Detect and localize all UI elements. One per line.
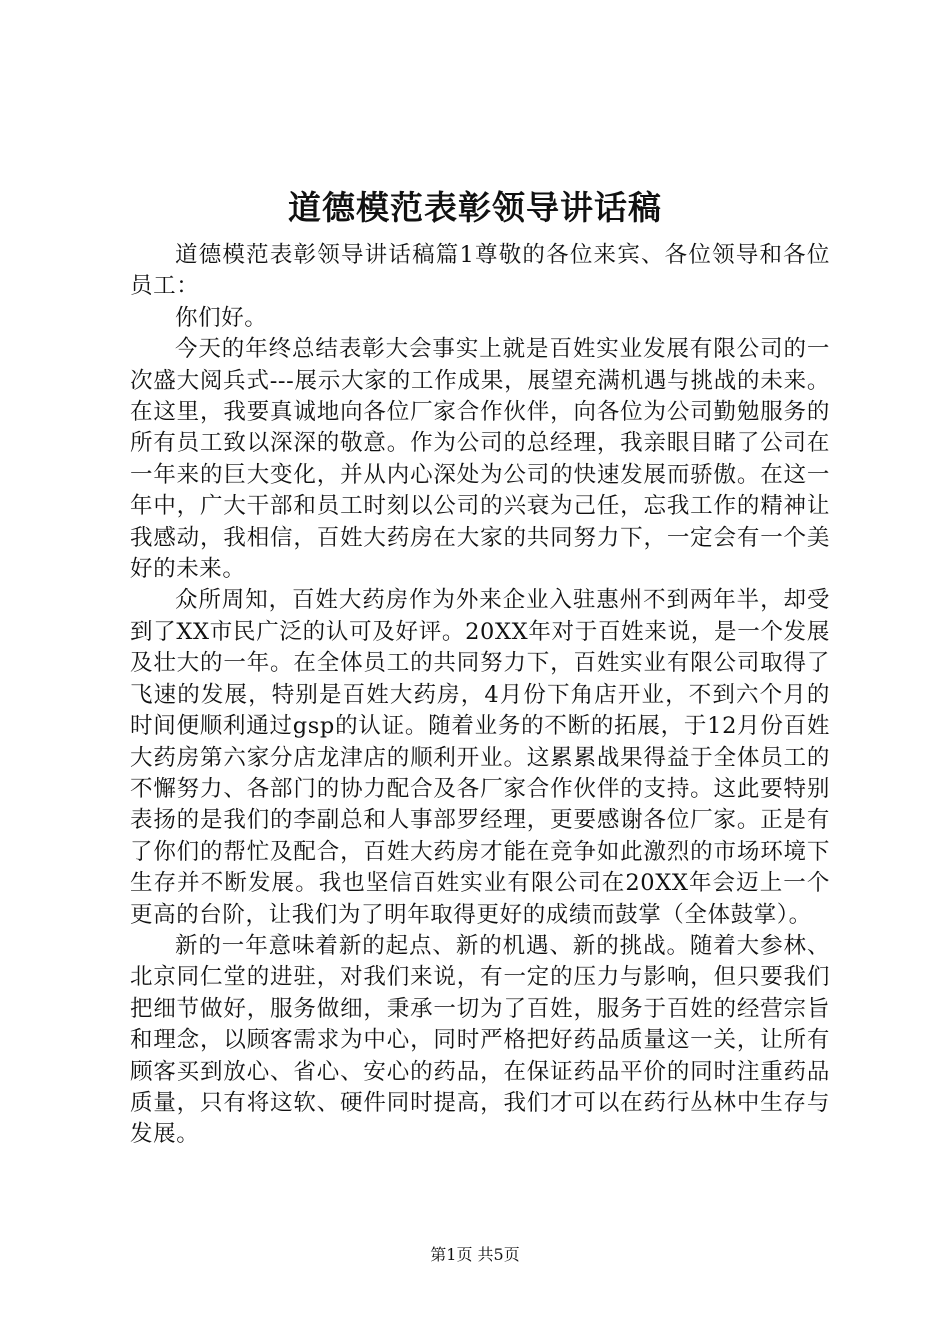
paragraph-year-review: 今天的年终总结表彰大会事实上就是百姓实业发展有限公司的一次盛大阅兵式---展示大家的工作成果，展望充满机遇与挑战的未来。在这里，我要真诚地向各位厂家合作伙伴，向各位为公司勤勉服务的所有员工致以深深的敬意。作为公司的总经理，我亲眼目睹了公司在一年来的巨大变化，并从内心深处为公司的快速发展而骄傲。在这一年中，广大干部和员工时刻以公司的兴衰为己任，忘我工作的精神让我感动，我相信，百姓大药房在大家的共同努力下，一定会有一个美好的未来。 — [130, 336, 830, 583]
page-footer: 第1页 共5页 — [430, 1245, 520, 1264]
document-title: 道德模范表彰领导讲话稿 — [288, 188, 662, 227]
paragraph-greeting: 道德模范表彰领导讲话稿篇1尊敬的各位来宾、各位领导和各位员工： — [130, 242, 830, 300]
paragraph-new-year: 新的一年意味着新的起点、新的机遇、新的挑战。随着大参林、北京同仁堂的进驻，对我们来说，有一定的压力与影响，但只要我们把细节做好，服务做细，秉承一切为了百姓，服务于百姓的经营宗旨和理念，以顾客需求为中心，同时严格把好药品质量这一关，让所有顾客买到放心、省心、安心的药品，在保证药品平价的同时注重药品质量，只有将这软、硬件同时提高，我们才可以在药行丛林中生存与发展。 — [130, 932, 830, 1148]
paragraph-achievements: 众所周知，百姓大药房作为外来企业入驻惠州不到两年半，却受到了XX市民广泛的认可及好评。20XX年对于百姓来说，是一个发展及壮大的一年。在全体员工的共同努力下，百姓实业有限公司取得了飞速的发展，特别是百姓大药房，4月份下角店开业，不到六个月的时间便顺利通过gsp的认证。随着业务的不断的拓展，于12月份百姓大药房第六家分店龙津店的顺利开业。这累累战果得益于全体员工的不懈努力、各部门的协力配合及各厂家合作伙伴的支持。这此要特别表扬的是我们的李副总和人事部罗经理，更要感谢各位厂家。正是有了你们的帮忙及配合，百姓大药房才能在竞争如此激烈的市场环境下生存并不断发展。我也坚信百姓实业有限公司在20XX年会迈上一个更高的台阶，让我们为了明年取得更好的成绩而鼓掌（全体鼓掌）。 — [130, 587, 830, 928]
paragraph-hello: 你们好。 — [175, 304, 268, 331]
document-body — [130, 240, 830, 1151]
